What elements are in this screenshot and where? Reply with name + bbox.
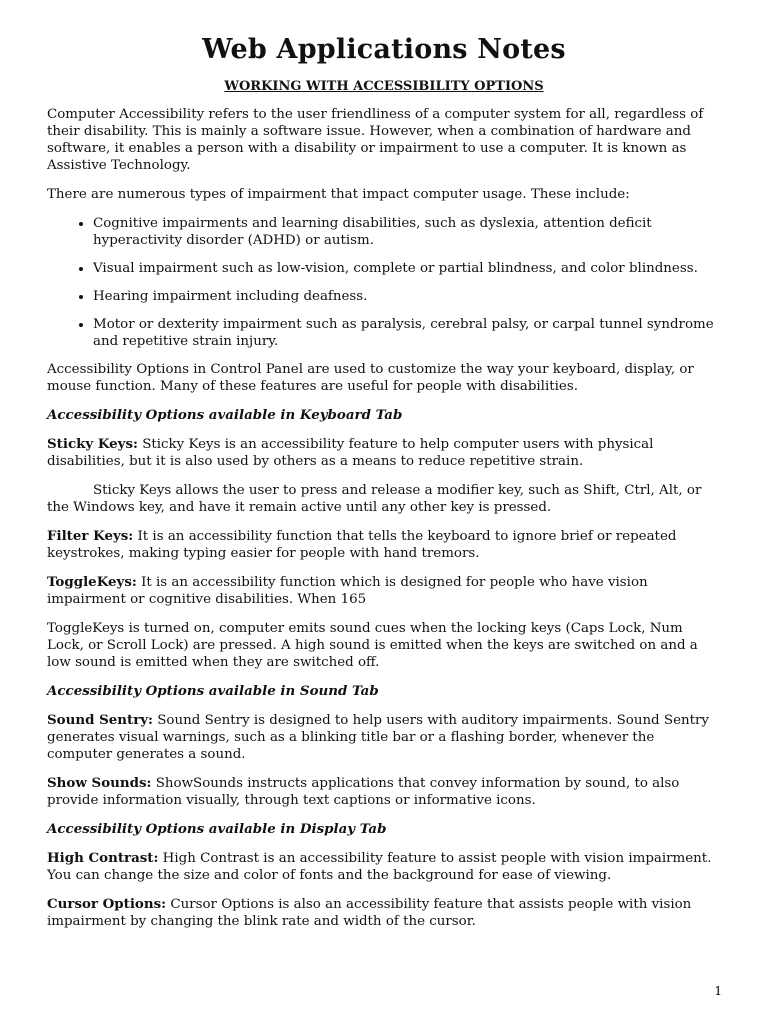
display-tab-heading: Accessibility Options available in Display Tab: [47, 821, 387, 837]
list-item: • Cognitive impairments and learning disabilities, such as dyslexia, attention deficit hyperactivity disorder (ADHD) or autism.: [93, 215, 721, 249]
high-contrast-text: High Contrast is an accessibility feature to assist people with vision impairment. You can change the size and color of fonts and the background for ease of viewing.: [47, 851, 712, 883]
sticky-keys-text: Sticky Keys is an accessibility feature to help computer users with physical disabilities, but it is also used by others as a means to reduce repetitive strain.: [47, 437, 654, 469]
toggle-keys-paragraph: [47, 574, 721, 608]
show-sounds-term: Show Sounds:: [47, 775, 152, 791]
page-title: Web Applications Notes: [202, 34, 566, 65]
sound-sentry-term: Sound Sentry:: [47, 712, 153, 728]
impairments-list: [47, 215, 721, 350]
high-contrast-term: High Contrast:: [47, 850, 159, 866]
list-item: • Visual impairment such as low-vision, complete or partial blindness, and color blindness.: [93, 260, 721, 277]
cursor-options-term: Cursor Options:: [47, 896, 167, 912]
sticky-keys-term: Sticky Keys:: [47, 436, 138, 452]
list-item: • Motor or dexterity impairment such as paralysis, cerebral palsy, or carpal tunnel syndrome and repetitive strain injury.: [93, 316, 721, 350]
toggle-keys-text: It is an accessibility function which is designed for people who have vision impairment or cognitive disabilities. When 165: [47, 575, 648, 607]
list-item: • Hearing impairment including deafness.: [93, 288, 721, 305]
filter-keys-text: It is an accessibility function that tells the keyboard to ignore brief or repeated keystrokes, making typing easier for people with hand tremors.: [47, 529, 677, 561]
control-panel-paragraph: Accessibility Options in Control Panel are used to customize the way your keyboard, display, or mouse function. Many of these features are useful for people with disabilities.: [47, 362, 694, 394]
sound-sentry-paragraph: [47, 712, 721, 763]
sticky-keys-paragraph: [47, 436, 721, 470]
toggle-keys-term: ToggleKeys:: [47, 574, 137, 590]
toggle-keys-extra: ToggleKeys is turned on, computer emits sound cues when the locking keys (Caps Lock, Num Lock, or Scroll Lock) are pressed. A high sound is emitted when the keys are switched on and a low sound is emitted when they are switched off.: [47, 621, 698, 670]
cursor-options-text: Cursor Options is also an accessibility feature that assists people with vision impairment by changing the blink rate and width of the cursor.: [47, 897, 692, 929]
high-contrast-paragraph: [47, 850, 721, 884]
intro-paragraph: Computer Accessibility refers to the user friendliness of a computer system for all, regardless of their disability. This is mainly a software issue. However, when a combination of hardware and software, it enables a person with a disability or impairment to use a computer. It is known as Assistive Technology.: [47, 107, 704, 173]
page-subtitle: WORKING WITH ACCESSIBILITY OPTIONS: [224, 79, 544, 94]
cursor-options-paragraph: [47, 896, 721, 930]
filter-keys-paragraph: [47, 528, 721, 562]
keyboard-tab-heading: Accessibility Options available in Keyboard Tab: [47, 407, 403, 423]
sound-sentry-text: Sound Sentry is designed to help users with auditory impairments. Sound Sentry generates visual warnings, such as a blinking title bar or a flashing border, whenever the computer generates a sound.: [47, 713, 709, 762]
filter-keys-term: Filter Keys:: [47, 528, 134, 544]
page-number: 1: [714, 984, 722, 998]
impairments-intro: There are numerous types of impairment that impact computer usage. These include:: [47, 187, 630, 202]
show-sounds-text: ShowSounds instructs applications that convey information by sound, to also provide information visually, through text captions or informative icons.: [47, 776, 680, 808]
sound-tab-heading: Accessibility Options available in Sound Tab: [47, 683, 379, 699]
sticky-keys-extra: Sticky Keys allows the user to press and release a modifier key, such as Shift, Ctrl, Alt, or the Windows key, and have it remain active until any other key is pressed.: [47, 483, 702, 515]
show-sounds-paragraph: [47, 775, 721, 809]
